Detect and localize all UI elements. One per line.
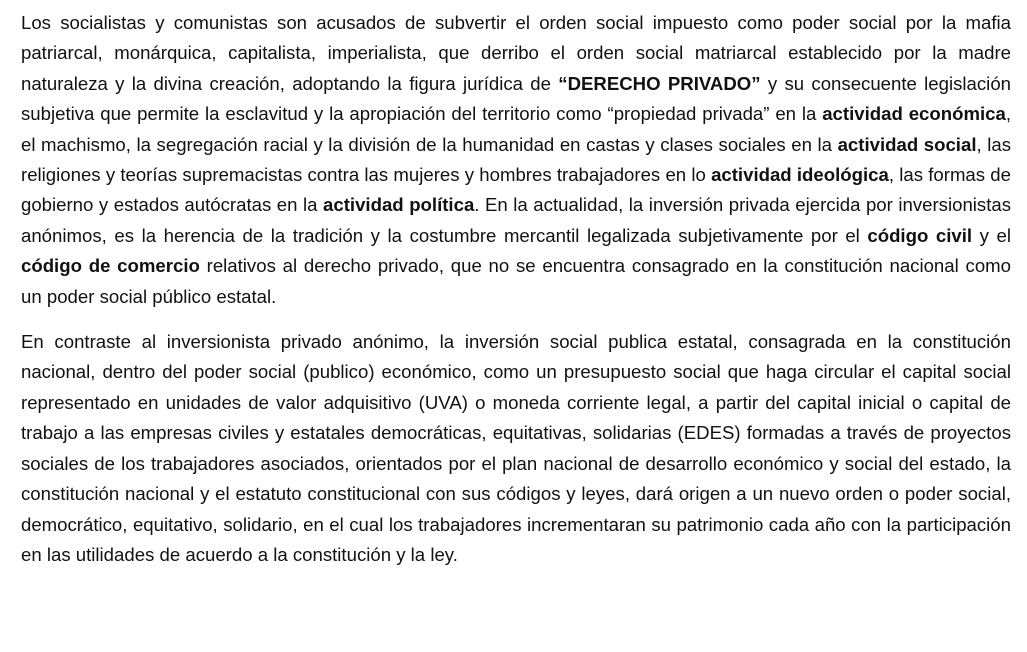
bold-term: actividad ideológica	[711, 164, 889, 186]
text-segment: , las formas de gobierno y estados autócratas en la	[21, 164, 1011, 216]
text-segment: . En la actualidad, la inversión privada ejercida por inversionistas anónimos, es la herencia de la tradición y la costumbre mercantil legalizada subjetivamente por el	[21, 194, 1012, 246]
text-segment: , el machismo, la segregación racial y la división de la humanidad en castas y clases sociales en la	[21, 103, 1011, 155]
text-segment: En contraste al inversionista privado anónimo, la inversión social publica estatal, consagrada en la constitución nacional, dentro del poder social (publico) económico, como un presupuesto social que haga circular el capital social representado en unidades de valor adquisitivo (UVA) o moneda corriente legal, a partir del capital inicial o capital de trabajo a las empresas civiles y estatales democráticas, equitativas, solidarias (EDES) formadas a través de proyectos sociales de los trabajadores asociados, orientados por el plan nacional de desarrollo económico y social del estado, la constitución nacional y el estatuto constitucional con sus códigos y leyes, dará origen a un nuevo orden o poder social, democrático, equitativo, solidario, en el cual los trabajadores incrementaran su patrimonio cada año con la participación en las utilidades de acuerdo a la constitución y la ley.	[21, 331, 1011, 565]
text-segment: y su consecuente legislación subjetiva que permite la esclavitud y la apropiación del territorio como “propiedad privada” en la	[21, 72, 1011, 125]
text-segment: , las religiones y teorías supremacistas contra las mujeres y hombres trabajadores en lo	[21, 133, 1011, 186]
text-segment: relativos al derecho privado, que no se encuentra consagrado en la constitución nacional como un poder social público estatal.	[21, 255, 1011, 307]
bold-term: actividad política	[323, 194, 475, 216]
bold-term: código de comercio	[21, 255, 200, 277]
bold-term: actividad económica	[822, 103, 1006, 125]
paragraph-1	[21, 8, 1011, 312]
bold-term: actividad social	[837, 133, 977, 155]
bold-term: código civil	[867, 224, 973, 246]
bold-term: “DERECHO PRIVADO”	[558, 72, 761, 94]
text-segment: y el	[972, 224, 1011, 246]
paragraph-2	[21, 327, 1011, 570]
text-segment: Los socialistas y comunistas son acusados de subvertir el orden social impuesto como poder social por la mafia patriarcal, monárquica, capitalista, imperialista, que derribo el orden social matriarcal establecido por la madre naturaleza y la divina creación, adoptando la figura jurídica de	[21, 12, 1011, 94]
